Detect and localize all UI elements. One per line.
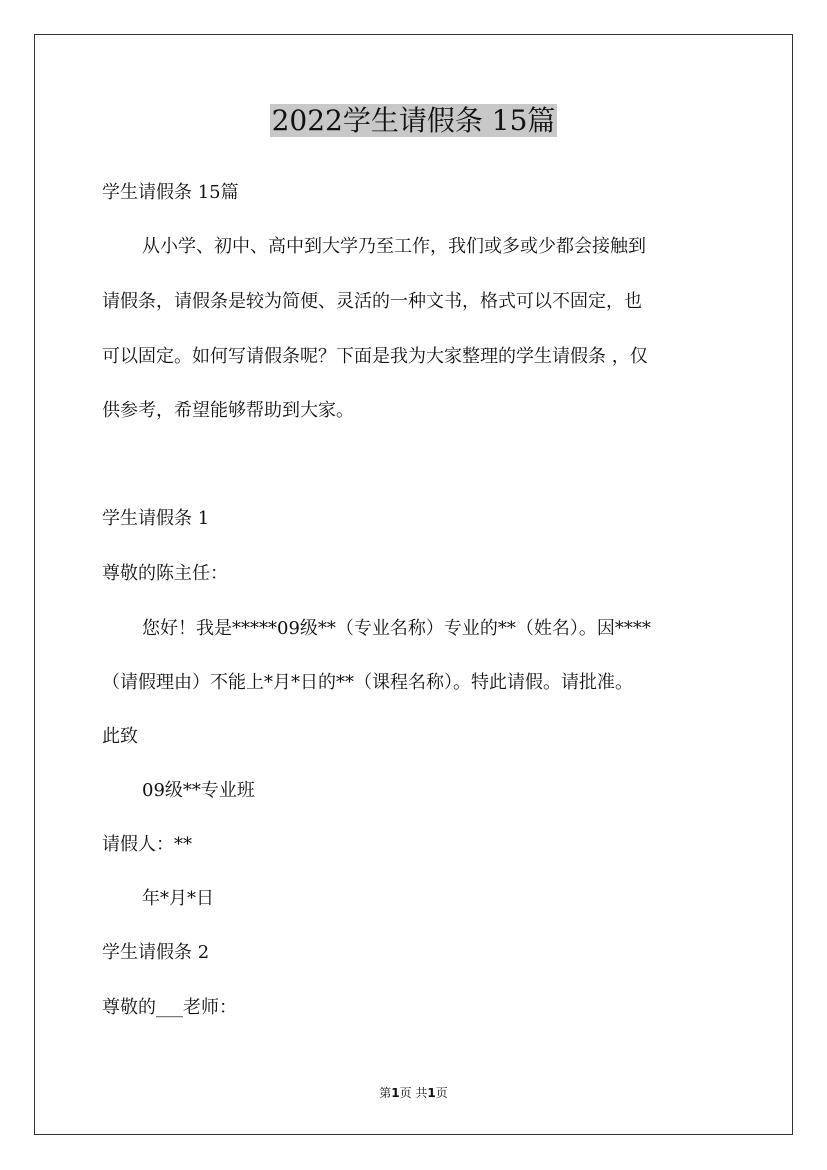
closing: 此致 <box>102 726 138 747</box>
signature-date: 年*月*日 <box>142 888 214 909</box>
paragraph-line: 供参考，希望能够帮助到大家。 <box>102 400 354 421</box>
footer-mid: 页 共 <box>399 1086 428 1100</box>
salutation: 尊敬的陈主任： <box>102 563 228 584</box>
salutation: 尊敬的___老师： <box>102 997 237 1018</box>
section-heading: 学生请假条 15篇 <box>102 182 239 203</box>
footer-page-number: 1 <box>391 1086 400 1100</box>
paragraph-line: 您好！我是*****09级**（专业名称）专业的**（姓名）。因**** <box>142 618 651 639</box>
section-heading: 学生请假条 1 <box>102 508 210 529</box>
footer-prefix: 第 <box>379 1086 392 1100</box>
paragraph-line: 请假条，请假条是较为简便、灵活的一种文书，格式可以不固定，也 <box>102 291 642 312</box>
document-title <box>0 100 827 142</box>
footer-suffix: 页 <box>435 1086 448 1100</box>
paragraph-line: （请假理由）不能上*月*日的**（课程名称）。特此请假。请批准。 <box>102 672 633 693</box>
title-text: 2022学生请假条 15篇 <box>271 104 556 137</box>
footer-page-total: 1 <box>427 1086 436 1100</box>
signature-class: 09级**专业班 <box>142 780 255 801</box>
paragraph-line: 从小学、初中、高中到大学乃至工作，我们或多或少都会接触到 <box>142 236 646 257</box>
page-footer <box>0 1085 827 1101</box>
paragraph-line: 可以固定。如何写请假条呢？下面是我为大家整理的学生请假条 ，仅 <box>102 346 648 367</box>
section-heading: 学生请假条 2 <box>102 942 210 963</box>
signature-name: 请假人：** <box>102 834 192 855</box>
